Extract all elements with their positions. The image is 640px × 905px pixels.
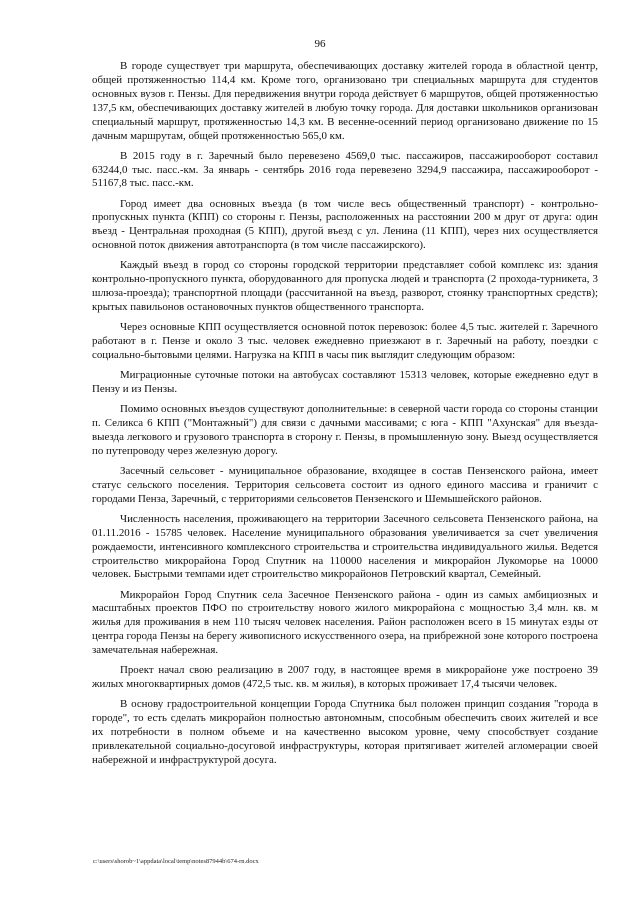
paragraph-entrance-complex: Каждый въезд в город со стороны городской территории представляет собой комплекс из: здания контрольно-пропускного пункта, оборудованного для пропуска людей и транспорта (2 прохода-турникета, 3 шлюза-проезда); транспортной площади (рассчитанной на въезд, разворот, стоянку транспортных средств); крытых павильонов остановочных пунктов общественного транспорта. (92, 259, 598, 314)
paragraph-bus-routes: В городе существует три маршрута, обеспечивающих доставку жителей города в областной центр, общей протяженностью 114,4 км. Кроме того, организовано три специальных маршрута для студентов основных вузов г. Пензы. Для передвижения внутри города действует 6 маршрутов, общей протяженностью 137,5 км, обеспечивающих доставку жителей в любую точку города. Для доставки школьников организован специальный маршрут, протяженностью 14,3 км. В весенне-осенний период организовано движение по 15 дачным маршрутам, общей протяженностью 565,0 км. (92, 60, 598, 142)
paragraph-additional-entrances: Помимо основных въездов существуют дополнительные: в северной части города со стороны станции п. Селикса 6 КПП ("Монтажный") для связи с дачными массивами; с юга - КПП "Ахунская" для въезда-выезда легкового и грузового транспорта в сторону г. Пензы, в промышленную зону. Выезд осуществляется по путепроводу через железную дорогу. (92, 403, 598, 457)
paragraph-passenger-stats-2015: В 2015 году в г. Заречный было перевезено 4569,0 тыс. пассажиров, пассажирооборот составил 63244,0 тыс. пасс.-км. За январь - сентябрь 2016 года перевезено 3294,9 пассажира, пассажирооборот - 51167,8 тыс. пасс.-км. (92, 149, 598, 190)
paragraph-urban-concept: В основу градостроительной концепции Города Спутника был положен принцип создания "города в городе", то есть сделать микрорайон полностью автономным, способным обеспечить своих жителей и все их потребности в полном объеме и на качественно высоком уровне, чему способствует создание привлекательной социально-досуговой инфраструктуры, которая притягивает жителей агломерации своей набережной и инфраструктурой досуга. (92, 698, 598, 766)
footer-file-path: c:\users\shorob~1\appdata\local\temp\notes87944b\674-rn.docx (93, 858, 259, 865)
paragraph-population: Численность населения, проживающего на территории Засечного сельсовета Пензенского района, на 01.11.2016 - 15785 человек. Население муниципального образования увеличивается за счет увеличения рождаемости, интенсивного комплексного строительства и строительства индивидуального жилья. Ведется строительство микрорайона Город Спутник на 110000 населения и микрорайон Лукоморье на 10000 человек. Быстрыми темпами идет строительство микрорайонов Петровский квартал, Семейный. (92, 512, 598, 581)
paragraph-migration-flows: Миграционные суточные потоки на автобусах составляют 15313 человек, которые ежедневно едут в Пензу и из Пензы. (92, 369, 598, 395)
paragraph-project-progress: Проект начал свою реализацию в 2007 году, в настоящее время в микрорайоне уже построено 39 жилых многоквартирных домов (472,5 тыс. кв. м жилья), в которых проживает 17,4 тысячи человек. (92, 664, 598, 691)
paragraph-zasechny-selsovet: Засечный сельсовет - муниципальное образование, входящее в состав Пензенского района, имеет статус сельского поселения. Территория сельсовета состоит из одного единого массива и граничит с городами Пенза, Заречный, с территориями сельсоветов Пензенского и Шемышейского районов. (92, 464, 598, 505)
paragraph-main-entrances: Город имеет два основных въезда (в том числе весь общественный транспорт) - контрольно-пропускных пункта (КПП) со стороны г. Пензы, расположенных на расстоянии 200 м друг от друга: один въезд - Центральная проходная (5 КПП), другой въезд с ул. Ленина (11 КПП), через них осуществляется основной поток движения автотранспорта (в том числе пассажирского). (92, 197, 598, 252)
page-number: 96 (314, 38, 326, 50)
document-body (92, 60, 598, 774)
paragraph-gorod-sputnik: Микрорайон Город Спутник села Засечное Пензенского района - один из самых амбициозных и масштабных проектов ПФО по строительству нового жилого микрорайона с мощностью 3,4 млн. кв. м жилья для проживания в нем 110 тысяч человек населения. Район расположен всего в 15 минутах езды от центра города Пензы на берегу живописного искусственного озера, на прибрежной зоне которого построена замечательная набережная. (92, 588, 598, 657)
paragraph-checkpoint-traffic: Через основные КПП осуществляется основной поток перевозок: более 4,5 тыс. жителей г. Заречного работают в г. Пензе и около 3 тыс. человек ежедневно приезжают в г. Заречный на работу, поездки с социально-бытовыми целями. Нагрузка на КПП в часы пик выглядит следующим образом: (92, 321, 598, 361)
